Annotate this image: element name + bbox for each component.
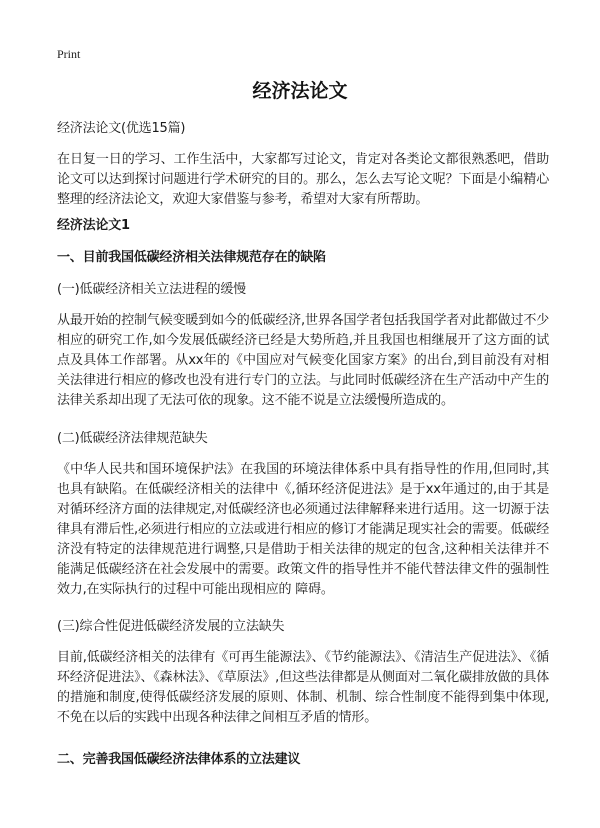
subsection-3-heading: (三)综合性促进低碳经济发展的立法缺失 [57, 619, 285, 634]
section-1-heading: 一、目前我国低碳经济相关法律规范存在的缺陷 [57, 250, 326, 265]
intro-paragraph: 在日复一日的学习、工作生活中，大家都写过论文，肯定对各类论文都很熟悉吧，借助论文可以达到探讨问题进行学术研究的目的。那么，怎么去写论文呢？下面是小编精心整理的经济法论文，欢迎大家借鉴与参考，希望对大家有所帮助。 [57, 152, 549, 207]
essay-heading: 经济法论文1 [57, 218, 130, 233]
subsection-3-paragraph: 目前,低碳经济相关的法律有《可再生能源法》、《节约能源法》、《清洁生产促进法》、《循环经济促进法》、《森林法》、《草原法》,但这些法律都是从侧面对二氧化碳排放做的具体的措施和制度,使得低碳经济发展的原则、体制、机制、综合性制度不能得到集中体现,不免在以后的实践中出现各种法律之间相互矛盾的情形。 [57, 650, 549, 725]
subsection-1-paragraph: 从最开始的控制气候变暖到如今的低碳经济,世界各国学者包括我国学者对此都做过不少相应的研究工作,如今发展低碳经济已经是大势所趋,并且我国也相继展开了这方面的试点及具体工作部署。从xx年的《中国应对气候变化国家方案》的出台,到目前没有对相关法律进行相应的修改也没有进行专门的立法。与此同时低碳经济在生产活动中产生的法律关系却出现了无法可依的现象。这不能不说是立法缓慢所造成的。 [57, 313, 549, 408]
subsection-1-heading: (一)低碳经济相关立法进程的缓慢 [57, 282, 246, 297]
document-subtitle: 经济法论文(优选15篇) [57, 121, 186, 136]
subsection-2-heading: (二)低碳经济法律规范缺失 [57, 431, 208, 446]
print-link[interactable]: Print [57, 47, 81, 61]
section-2-heading: 二、完善我国低碳经济法律体系的立法建议 [57, 752, 301, 767]
subsection-2-paragraph: 《中华人民共和国环境保护法》在我国的环境法律体系中具有指导性的作用,但同时,其也具有缺陷。在低碳经济相关的法律中《,循环经济促进法》是于xx年通过的,由于其是对循环经济方面的法律规定,对低碳经济也必须通过法律解释来进行适用。这一切源于法律具有滞后性,必须进行相应的立法或进行相应的修订才能满足现实社会的需要。低碳经济没有特定的法律规范进行调整,只是借助于相关法律的规定的包含,这种相关法律并不能满足低碳经济在社会发展中的需要。政策文件的指导性并不能代替法律文件的强制性效力,在实际执行的过程中可能出现相应的 障碍。 [57, 462, 549, 597]
document-title: 经济法论文 [252, 80, 348, 102]
